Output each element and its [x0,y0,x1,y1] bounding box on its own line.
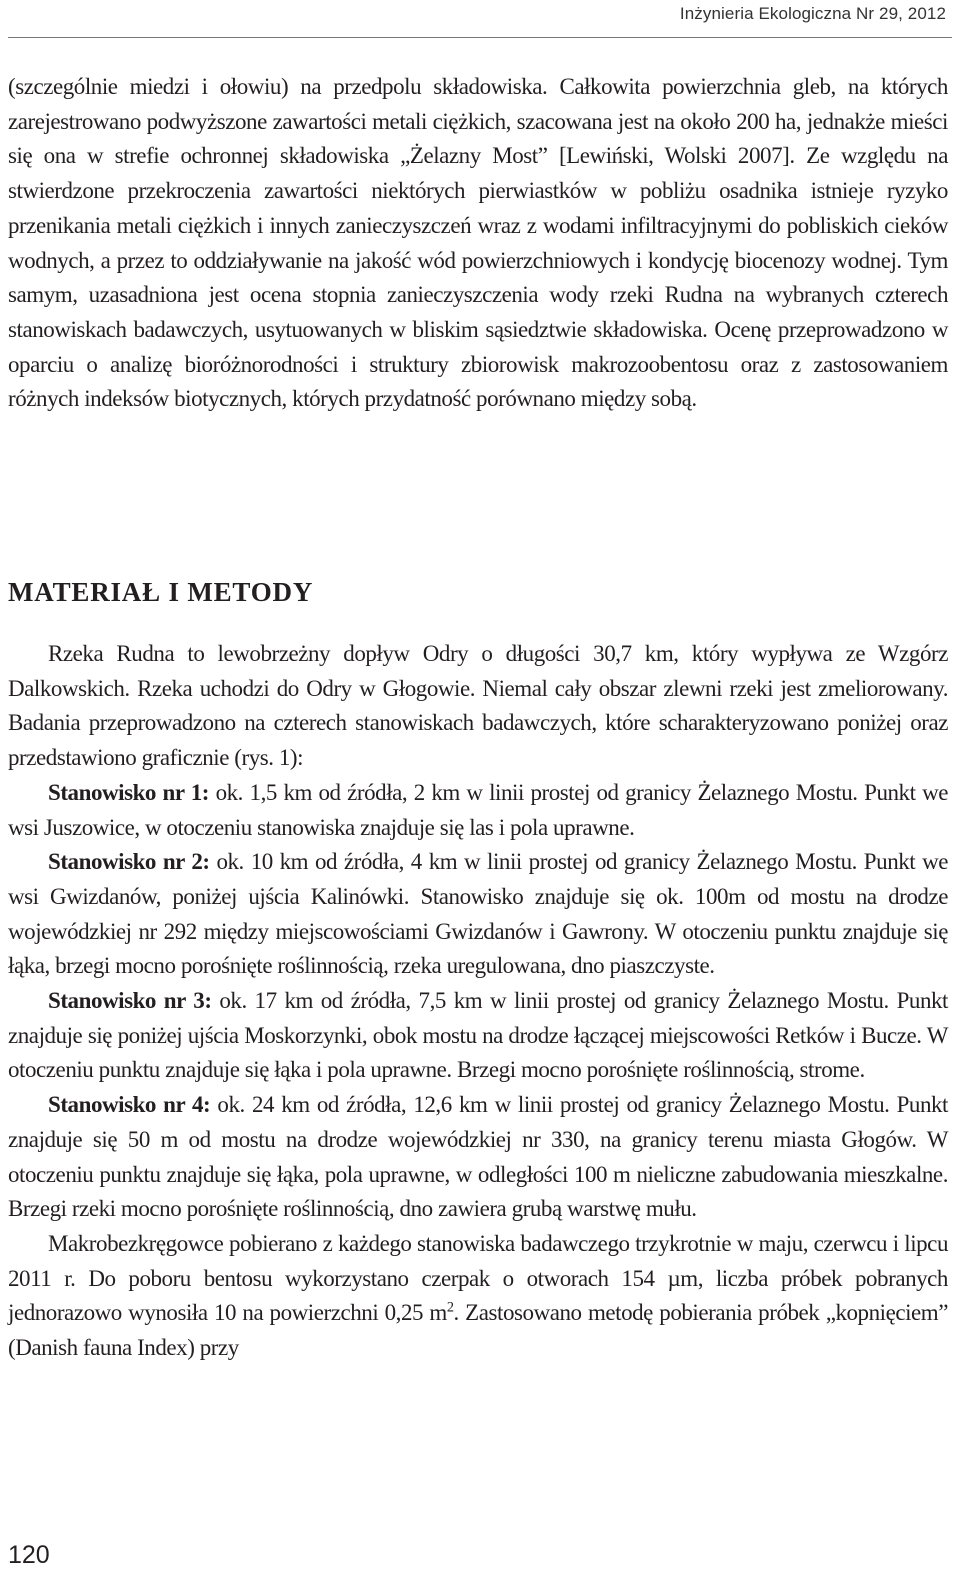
site-3-description: ok. 17 km od źródła, 7,5 km w linii prostej od granicy Żelaznego Mostu. Punkt znajduje się poniżej ujścia Moskorzynki, obok mostu na drodze łączącej miejscowości Retków i Bucze. W otoczeniu punktu znajduje się łąka i pola uprawne. Brzegi mocno porośnięte roślinnością, strome. [8,988,948,1083]
sampling-paragraph [8,1227,948,1366]
site-2-paragraph [8,845,948,984]
methods-intro-paragraph: Rzeka Rudna to lewobrzeżny dopływ Odry o długości 30,7 km, który wypływa ze Wzgórz Dalkowskich. Rzeka uchodzi do Odry w Głogowie. Niemal cały obszar zlewni rzeki jest zmeliorowany. Badania przeprowadzono na czterech stanowiskach badawczych, które scharakteryzowano poniżej oraz przedstawiono graficznie (rys. 1): [8,641,948,771]
intro-section [8,70,948,417]
site-2-description: ok. 10 km od źródła, 4 km w linii prostej od granicy Żelaznego Mostu. Punkt we wsi Gwizdanów, poniżej ujścia Kalinówki. Stanowisko znajduje się ok. 100m od mostu na drodze wojewódzkiej nr 292 między miejscowościami Gwizdanów i Gawrony. W otoczeniu punktu znajduje się łąka, brzegi mocno porośnięte roślinnością, rzeka uregulowana, dno piaszczyste. [8,849,948,979]
site-4-description: ok. 24 km od źródła, 12,6 km w linii prostej od granicy Żelaznego Mostu. Punkt znajduje się 50 m od mostu na drodze wojewódzkiej nr 330, na granicy terenu miasta Głogów. W otoczeniu punktu znajduje się łąka, pola uprawne, w odległości 100 m nieliczne zabudowania mieszkalne. Brzegi rzeki mocno porośnięte roślinnością, dno zawiera grubą warstwę mułu. [8,1092,949,1222]
site-3-paragraph [8,984,948,1088]
site-1-label: Stanowisko nr 1: [48,779,210,805]
intro-paragraph: (szczególnie miedzi i ołowiu) na przedpolu składowiska. Całkowita powierzchnia gleb, na których zarejestrowano podwyższone zawartości metali ciężkich, szacowana jest na około 200 ha, jednakże mieści się ona w strefie ochronnej składowiska „Żelazny Most” [Lewiński, Wolski 2007]. Ze względu na stwierdzone przekroczenia zawartości niektórych pierwiastków w pobliżu osadnika istnieje ryzyko przenikania metali ciężkich i innych zanieczyszczeń wraz z wodami infiltracyjnymi do pobliskich cieków wodnych, a przez to oddziaływanie na jakość wód powierzchniowych i kondycję biocenozy wodnej. Tym samym, uzasadniona jest ocena stopnia zanieczyszczenia wody rzeki Rudna na wybranych czterech stanowiskach badawczych, usytuowanych w bliskim sąsiedztwie składowiska. Ocenę przeprowadzono w oparciu o analizę bioróżnorodności i struktury zbiorowisk makrozoobentosu oraz z zastosowaniem różnych indeksów biotycznych, których przydatność porównano między sobą. [8,74,948,412]
section-heading-methods: MATERIAŁ I METODY [8,577,314,607]
running-header: Inżynieria Ekologiczna Nr 29, 2012 [679,4,946,23]
area-unit-exponent: 2 [446,1299,454,1316]
sampling-text-part-2: . Zastosowano metodę pobierania próbek „kopnięciem” (Danish fauna Index) przy [8,1300,949,1361]
site-1-description: ok. 1,5 km od źródła, 2 km w linii prostej od granicy Żelaznego Mostu. Punkt we wsi Juszowice, w otoczeniu stanowiska znajduje się las i pola uprawne. [8,779,948,840]
methods-section [8,637,948,1366]
site-3-label: Stanowisko nr 3: [48,988,212,1014]
site-1-paragraph [8,776,948,845]
site-4-label: Stanowisko nr 4: [48,1092,211,1118]
site-2-label: Stanowisko nr 2: [48,849,210,875]
sampling-text-part-1: Makrobezkręgowce pobierano z każdego stanowiska badawczego trzykrotnie w maju, czerwcu i lipcu 2011 r. Do poboru bentosu wykorzystano czerpak o otworach 154 µm, liczba próbek pobranych jednorazowo wynosiła 10 na powierzchni 0,25 m [8,1230,948,1326]
site-4-paragraph [8,1088,948,1227]
page-number: 120 [8,1541,50,1569]
header-rule [8,37,952,38]
